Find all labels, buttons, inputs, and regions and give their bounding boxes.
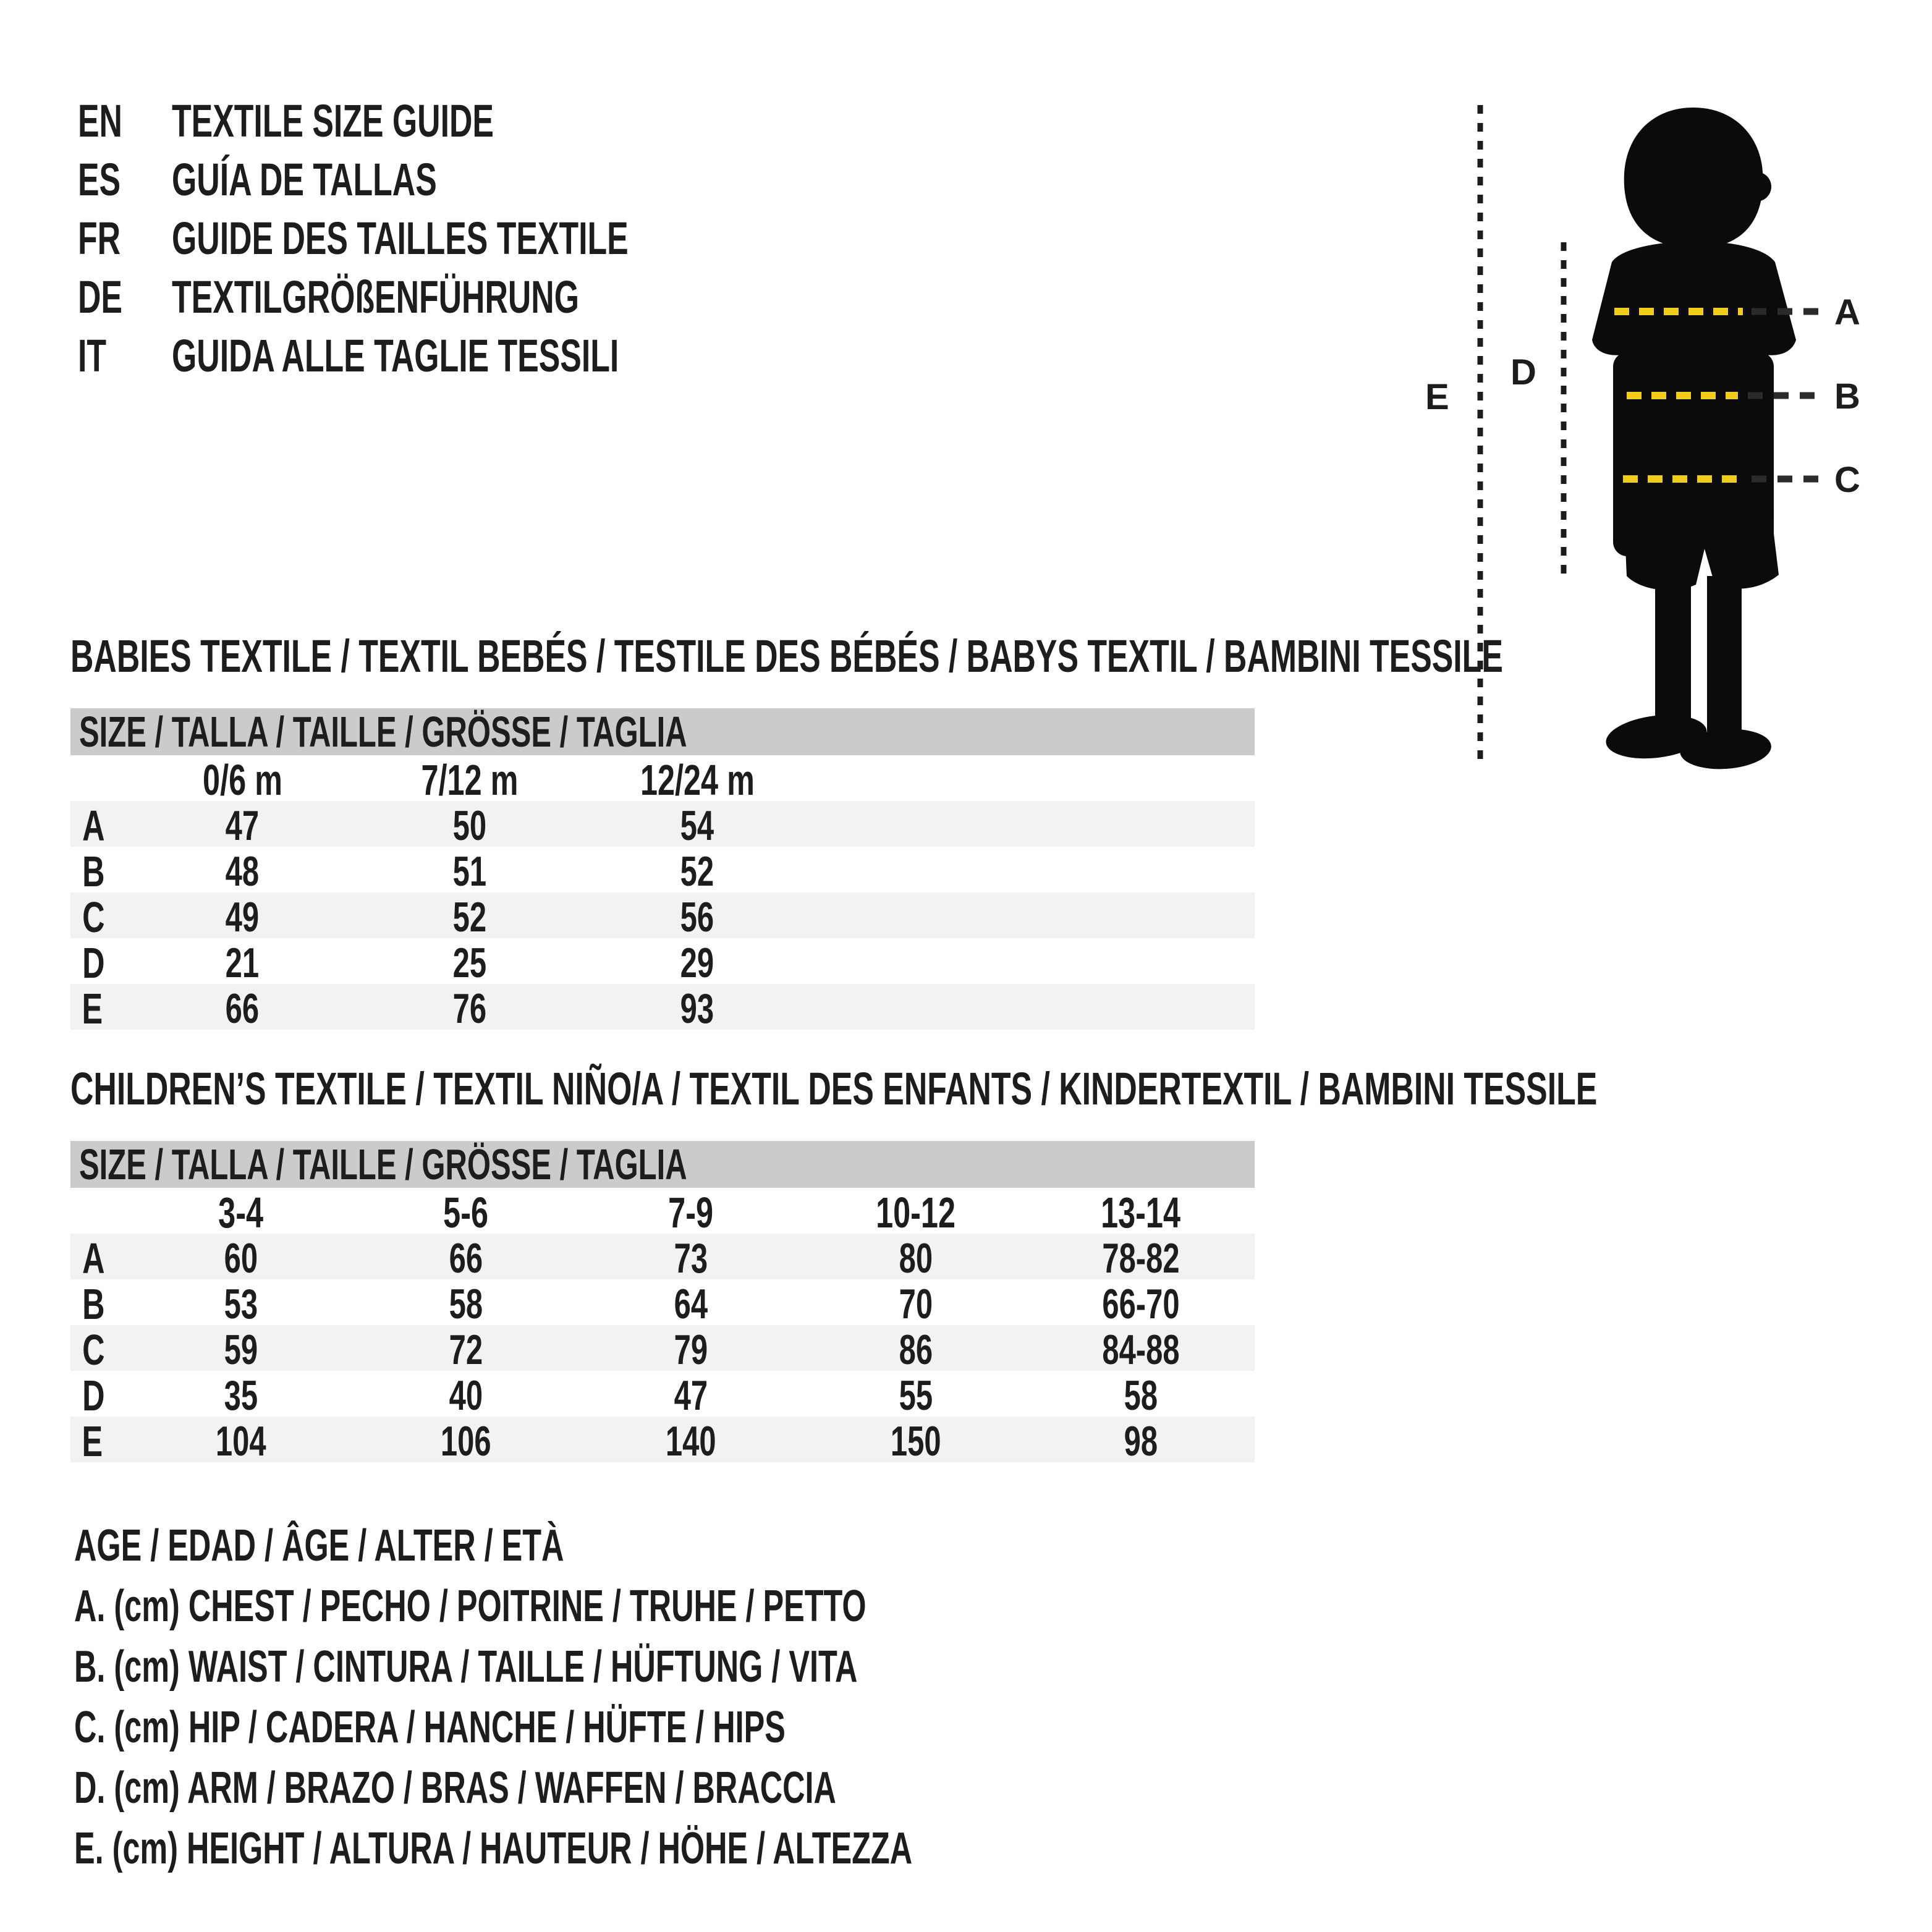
cell-value: 80 bbox=[899, 1235, 933, 1282]
column-header-text: 10-12 bbox=[876, 1188, 956, 1237]
table-row bbox=[70, 847, 1255, 896]
table-cell bbox=[129, 893, 356, 941]
cell-value: 29 bbox=[680, 939, 714, 986]
column-header bbox=[1028, 1188, 1253, 1237]
children-section-title bbox=[70, 1064, 1932, 1114]
row-label-text: A bbox=[82, 802, 105, 850]
cell-value: 35 bbox=[224, 1372, 258, 1419]
language-title bbox=[172, 95, 632, 147]
table-cell bbox=[354, 1371, 578, 1420]
table-cell bbox=[129, 802, 356, 850]
cell-value: 52 bbox=[680, 848, 714, 895]
table-cell bbox=[354, 1417, 578, 1465]
column-header-text: 7-9 bbox=[668, 1188, 714, 1237]
legend-text: B. (cm) WAIST / CINTURA / TAILLE / HÜFTUNG / VITA bbox=[74, 1642, 858, 1692]
row-label bbox=[70, 1371, 129, 1420]
measure-label-d: D bbox=[1510, 352, 1536, 392]
size-header-text: SIZE / TALLA / TAILLE / GRÖSSE / TAGLIA bbox=[79, 1140, 687, 1188]
column-header bbox=[583, 755, 811, 805]
row-label bbox=[70, 1279, 129, 1329]
table-cell bbox=[803, 1280, 1028, 1328]
measure-label-a: A bbox=[1834, 292, 1860, 333]
language-title-text: TEXTILGRÖßENFÜHRUNG bbox=[172, 271, 579, 323]
language-row-en bbox=[78, 91, 824, 150]
babies-section-title-text: BABIES TEXTILE / TEXTIL BEBÉS / TESTILE DES BÉBÉS / BABYS TEXTIL / BAMBINI TESSILE bbox=[70, 630, 1503, 682]
legend-line-chest bbox=[74, 1576, 1271, 1637]
language-title-text: GUIDA ALLE TAGLIE TESSILI bbox=[172, 330, 619, 381]
measure-label-b: B bbox=[1834, 376, 1860, 417]
cell-value: 76 bbox=[452, 985, 487, 1032]
legend-text: C. (cm) HIP / CADERA / HANCHE / HÜFTE / HIPS bbox=[74, 1703, 786, 1752]
row-label bbox=[70, 1417, 129, 1466]
table-cell bbox=[356, 939, 583, 987]
language-title bbox=[172, 153, 551, 206]
cell-value: 47 bbox=[674, 1372, 708, 1419]
cell-value: 79 bbox=[674, 1326, 708, 1373]
column-header bbox=[803, 1188, 1028, 1237]
table-cell bbox=[129, 985, 356, 1033]
language-title bbox=[172, 212, 824, 265]
table-cell bbox=[129, 939, 356, 987]
row-label-text: C bbox=[82, 1326, 105, 1374]
table-cell bbox=[803, 1371, 1028, 1420]
column-header-text: 3-4 bbox=[218, 1188, 264, 1237]
measurement-diagram bbox=[1409, 87, 1932, 803]
cell-value: 78-82 bbox=[1102, 1235, 1180, 1282]
row-label-text: A bbox=[82, 1234, 105, 1282]
cell-value: 55 bbox=[899, 1372, 933, 1419]
row-label bbox=[70, 1234, 129, 1283]
cell-value: 66 bbox=[225, 985, 260, 1032]
table-row bbox=[70, 1234, 1255, 1282]
table-cell bbox=[578, 1371, 803, 1420]
table-cell bbox=[354, 1234, 578, 1282]
table-cell bbox=[578, 1326, 803, 1374]
table-row bbox=[70, 1371, 1255, 1420]
table-cell bbox=[129, 1280, 354, 1328]
language-row-es bbox=[78, 150, 824, 209]
children-column-header-row bbox=[70, 1188, 1255, 1237]
legend-line-waist bbox=[74, 1637, 1271, 1697]
column-header-text: 12/24 m bbox=[640, 756, 755, 804]
cell-value: 54 bbox=[680, 802, 714, 849]
table-cell bbox=[803, 1234, 1028, 1282]
cell-value: 70 bbox=[899, 1281, 933, 1328]
language-title bbox=[172, 329, 810, 382]
language-code bbox=[78, 153, 172, 206]
cell-value: 150 bbox=[891, 1418, 941, 1465]
table-cell bbox=[1028, 1326, 1253, 1374]
legend-text: AGE / EDAD / ÂGE / ALTER / ETÀ bbox=[74, 1521, 564, 1570]
table-cell bbox=[583, 893, 811, 941]
table-cell bbox=[583, 802, 811, 850]
column-header bbox=[129, 755, 356, 805]
language-code bbox=[78, 271, 172, 323]
cell-value: 51 bbox=[452, 848, 487, 895]
table-row bbox=[70, 1417, 1255, 1465]
cell-value: 49 bbox=[225, 894, 260, 941]
column-header-text: 0/6 m bbox=[202, 756, 282, 804]
language-code-text: FR bbox=[78, 213, 121, 264]
cell-value: 21 bbox=[225, 939, 260, 986]
babies-section-title bbox=[70, 632, 1932, 681]
language-code-text: DE bbox=[78, 271, 122, 323]
children-size-header-bar bbox=[70, 1141, 1255, 1188]
legend-text: E. (cm) HEIGHT / ALTURA / HAUTEUR / HÖHE / ALTEZZA bbox=[74, 1824, 913, 1873]
row-label bbox=[70, 1325, 129, 1375]
cell-value: 66-70 bbox=[1102, 1281, 1180, 1328]
cell-value: 86 bbox=[899, 1326, 933, 1373]
table-cell bbox=[578, 1417, 803, 1465]
measurement-legend bbox=[74, 1515, 1271, 1879]
language-title bbox=[172, 271, 753, 323]
measure-label-c: C bbox=[1834, 460, 1860, 500]
cell-value: 48 bbox=[225, 848, 260, 895]
language-row-fr bbox=[78, 209, 824, 268]
row-label-text: B bbox=[82, 1280, 105, 1328]
table-cell bbox=[583, 985, 811, 1033]
table-cell bbox=[129, 1234, 354, 1282]
cell-value: 93 bbox=[680, 985, 714, 1032]
legend-line-hip bbox=[74, 1697, 1271, 1758]
table-cell bbox=[356, 893, 583, 941]
cell-value: 98 bbox=[1124, 1418, 1158, 1465]
cell-value: 104 bbox=[216, 1418, 266, 1465]
cell-value: 60 bbox=[224, 1235, 258, 1282]
column-header-text: 13-14 bbox=[1101, 1188, 1181, 1237]
row-label-text: B bbox=[82, 847, 105, 896]
table-row bbox=[70, 801, 1255, 850]
language-code bbox=[78, 329, 172, 382]
cell-value: 66 bbox=[449, 1235, 483, 1282]
table-cell bbox=[1028, 1280, 1253, 1328]
table-cell bbox=[356, 802, 583, 850]
table-cell bbox=[129, 1417, 354, 1465]
table-cell bbox=[583, 939, 811, 987]
size-header-text: SIZE / TALLA / TAILLE / GRÖSSE / TAGLIA bbox=[79, 708, 687, 756]
column-header bbox=[129, 1188, 354, 1237]
table-cell bbox=[356, 847, 583, 896]
language-row-de bbox=[78, 268, 824, 326]
row-label-text: E bbox=[82, 1417, 103, 1465]
cell-value: 56 bbox=[680, 894, 714, 941]
cell-value: 106 bbox=[441, 1418, 491, 1465]
cell-value: 59 bbox=[224, 1326, 258, 1373]
table-row bbox=[70, 938, 1255, 987]
column-header bbox=[356, 755, 583, 805]
table-cell bbox=[1028, 1371, 1253, 1420]
language-code bbox=[78, 95, 172, 147]
row-label-text: C bbox=[82, 893, 105, 941]
language-row-it bbox=[78, 326, 824, 385]
column-header-text: 5-6 bbox=[443, 1188, 489, 1237]
cell-value: 52 bbox=[452, 894, 487, 941]
children-size-table bbox=[70, 1140, 1255, 1465]
table-cell bbox=[354, 1280, 578, 1328]
table-cell bbox=[578, 1280, 803, 1328]
row-label bbox=[70, 847, 129, 896]
language-list bbox=[78, 91, 824, 385]
language-code-text: EN bbox=[78, 95, 122, 146]
children-section-title-text: CHILDREN’S TEXTILE / TEXTIL NIÑO/A / TEXTIL DES ENFANTS / KINDERTEXTIL / BAMBINI TESSILE bbox=[70, 1063, 1598, 1114]
language-code-text: ES bbox=[78, 154, 121, 205]
cell-value: 53 bbox=[224, 1281, 258, 1328]
cell-value: 84-88 bbox=[1102, 1326, 1180, 1373]
table-cell bbox=[356, 985, 583, 1033]
table-cell bbox=[583, 847, 811, 896]
cell-value: 73 bbox=[674, 1235, 708, 1282]
cell-value: 140 bbox=[666, 1418, 716, 1465]
table-cell bbox=[803, 1417, 1028, 1465]
cell-value: 25 bbox=[452, 939, 487, 986]
babies-size-header-bar bbox=[70, 708, 1255, 755]
row-label bbox=[70, 984, 129, 1033]
legend-text: A. (cm) CHEST / PECHO / POITRINE / TRUHE / PETTO bbox=[74, 1582, 866, 1631]
cell-value: 50 bbox=[452, 802, 487, 849]
table-cell bbox=[1028, 1417, 1253, 1465]
table-row bbox=[70, 984, 1255, 1033]
table-cell bbox=[803, 1326, 1028, 1374]
row-label-text: E bbox=[82, 985, 103, 1033]
row-label-text: D bbox=[82, 1371, 105, 1420]
table-cell bbox=[354, 1326, 578, 1374]
cell-value: 58 bbox=[1124, 1372, 1158, 1419]
row-label bbox=[70, 892, 129, 942]
cell-value: 64 bbox=[674, 1281, 708, 1328]
table-cell bbox=[129, 847, 356, 896]
row-label-text: D bbox=[82, 939, 105, 987]
legend-line-arm bbox=[74, 1758, 1271, 1818]
table-row bbox=[70, 1325, 1255, 1374]
language-code-text: IT bbox=[78, 330, 107, 381]
table-cell bbox=[1028, 1234, 1253, 1282]
table-row bbox=[70, 1279, 1255, 1328]
language-code bbox=[78, 212, 172, 265]
legend-line-age bbox=[74, 1515, 1271, 1576]
babies-column-header-row bbox=[70, 755, 1255, 804]
measure-label-e: E bbox=[1425, 377, 1449, 417]
language-title-text: GUIDE DES TAILLES TEXTILE bbox=[172, 213, 629, 264]
cell-value: 47 bbox=[225, 802, 260, 849]
table-cell bbox=[129, 1326, 354, 1374]
table-row bbox=[70, 892, 1255, 941]
legend-text: D. (cm) ARM / BRAZO / BRAS / WAFFEN / BRACCIA bbox=[74, 1763, 836, 1813]
table-cell bbox=[578, 1234, 803, 1282]
row-label bbox=[70, 801, 129, 850]
babies-size-table bbox=[70, 708, 1255, 1033]
column-header-text: 7/12 m bbox=[421, 756, 519, 804]
column-header bbox=[354, 1188, 578, 1237]
language-title-text: GUÍA DE TALLAS bbox=[172, 154, 437, 205]
row-label bbox=[70, 938, 129, 988]
cell-value: 72 bbox=[449, 1326, 483, 1373]
language-title-text: TEXTILE SIZE GUIDE bbox=[172, 95, 494, 146]
column-header bbox=[578, 1188, 803, 1237]
table-cell bbox=[129, 1371, 354, 1420]
legend-line-height bbox=[74, 1818, 1271, 1879]
cell-value: 40 bbox=[449, 1372, 483, 1419]
cell-value: 58 bbox=[449, 1281, 483, 1328]
